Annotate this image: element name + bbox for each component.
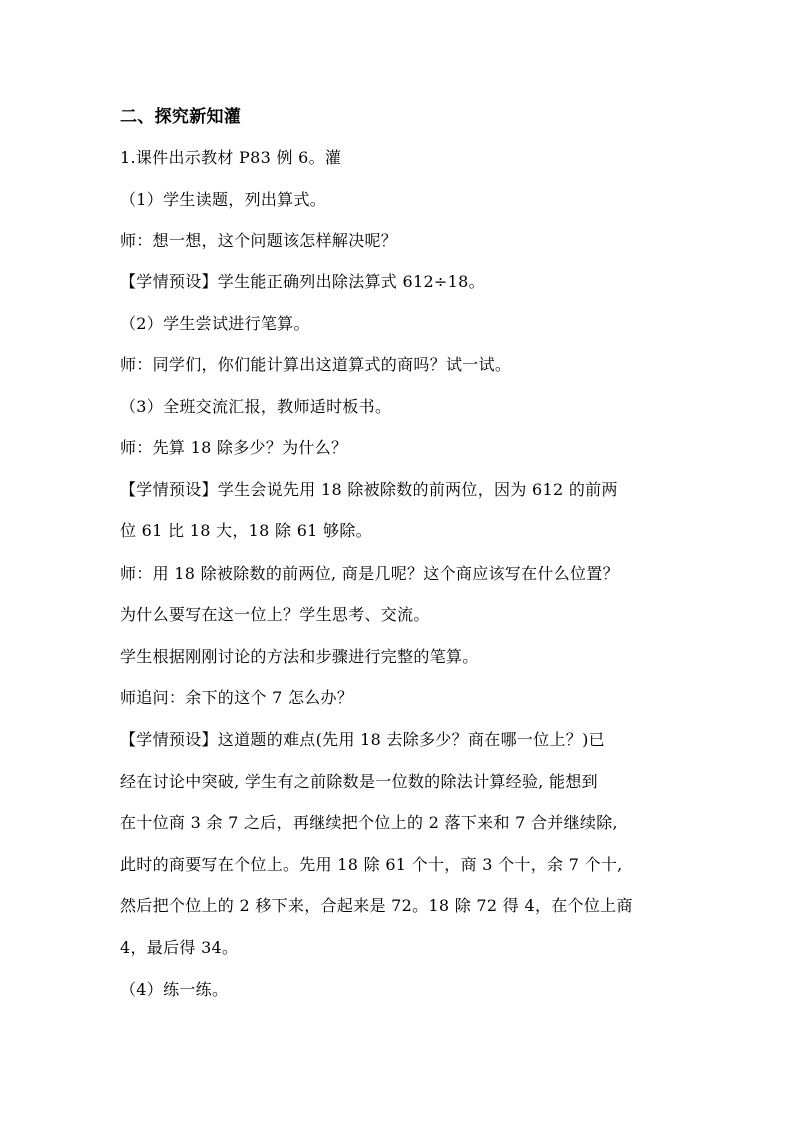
paragraph-line: 【学情预设】这道题的难点(先用 18 去除多少？商在哪一位上？)已	[120, 730, 605, 749]
paragraph-line: 师追问：余下的这个 7 怎么办？	[120, 688, 354, 707]
paragraph-line: 学生根据刚刚讨论的方法和步骤进行完整的笔算。	[120, 647, 479, 666]
paragraph-line: （2）学生尝试进行笔算。	[120, 314, 310, 333]
paragraph-line: 师：用 18 除被除数的前两位, 商是几呢？这个商应该写在什么位置？	[120, 564, 619, 583]
paragraph-line: 位 61 比 18 大，18 除 61 够除。	[120, 521, 372, 540]
paragraph-line: 此时的商要写在个位上。先用 18 除 61 个十，商 3 个十，余 7 个十,	[120, 855, 623, 874]
paragraph-line: 师：先算 18 除多少？为什么？	[120, 438, 348, 457]
paragraph-line: 为什么要写在这一位上？学生思考、交流。	[120, 605, 430, 624]
paragraph-line: （3）全班交流汇报，教师适时板书。	[120, 397, 392, 416]
paragraph-line: （4）练一练。	[120, 980, 229, 999]
paragraph-line: 师：同学们，你们能计算出这道算式的商吗？试一试。	[120, 355, 512, 374]
paragraph-line: 【学情预设】学生能正确列出除法算式 612÷18。	[120, 272, 485, 291]
paragraph-line: 在十位商 3 余 7 之后，再继续把个位上的 2 落下来和 7 合并继续除,	[120, 813, 618, 832]
section-heading: 二、探究新知灌	[120, 107, 242, 127]
paragraph-line: 经在讨论中突破, 学生有之前除数是一位数的除法计算经验, 能想到	[120, 772, 598, 791]
paragraph-line: 然后把个位上的 2 移下来，合起来是 72。18 除 72 得 4，在个位上商	[120, 896, 633, 915]
paragraph-line: 1.课件出示教材 P83 例 6。灌	[120, 148, 342, 167]
paragraph-line: 师：想一想，这个问题该怎样解决呢？	[120, 231, 398, 250]
paragraph-line: 4，最后得 34。	[120, 938, 239, 957]
paragraph-line: （1）学生读题，列出算式。	[120, 190, 327, 209]
paragraph-line: 【学情预设】学生会说先用 18 除被除数的前两位，因为 612 的前两	[120, 480, 618, 499]
